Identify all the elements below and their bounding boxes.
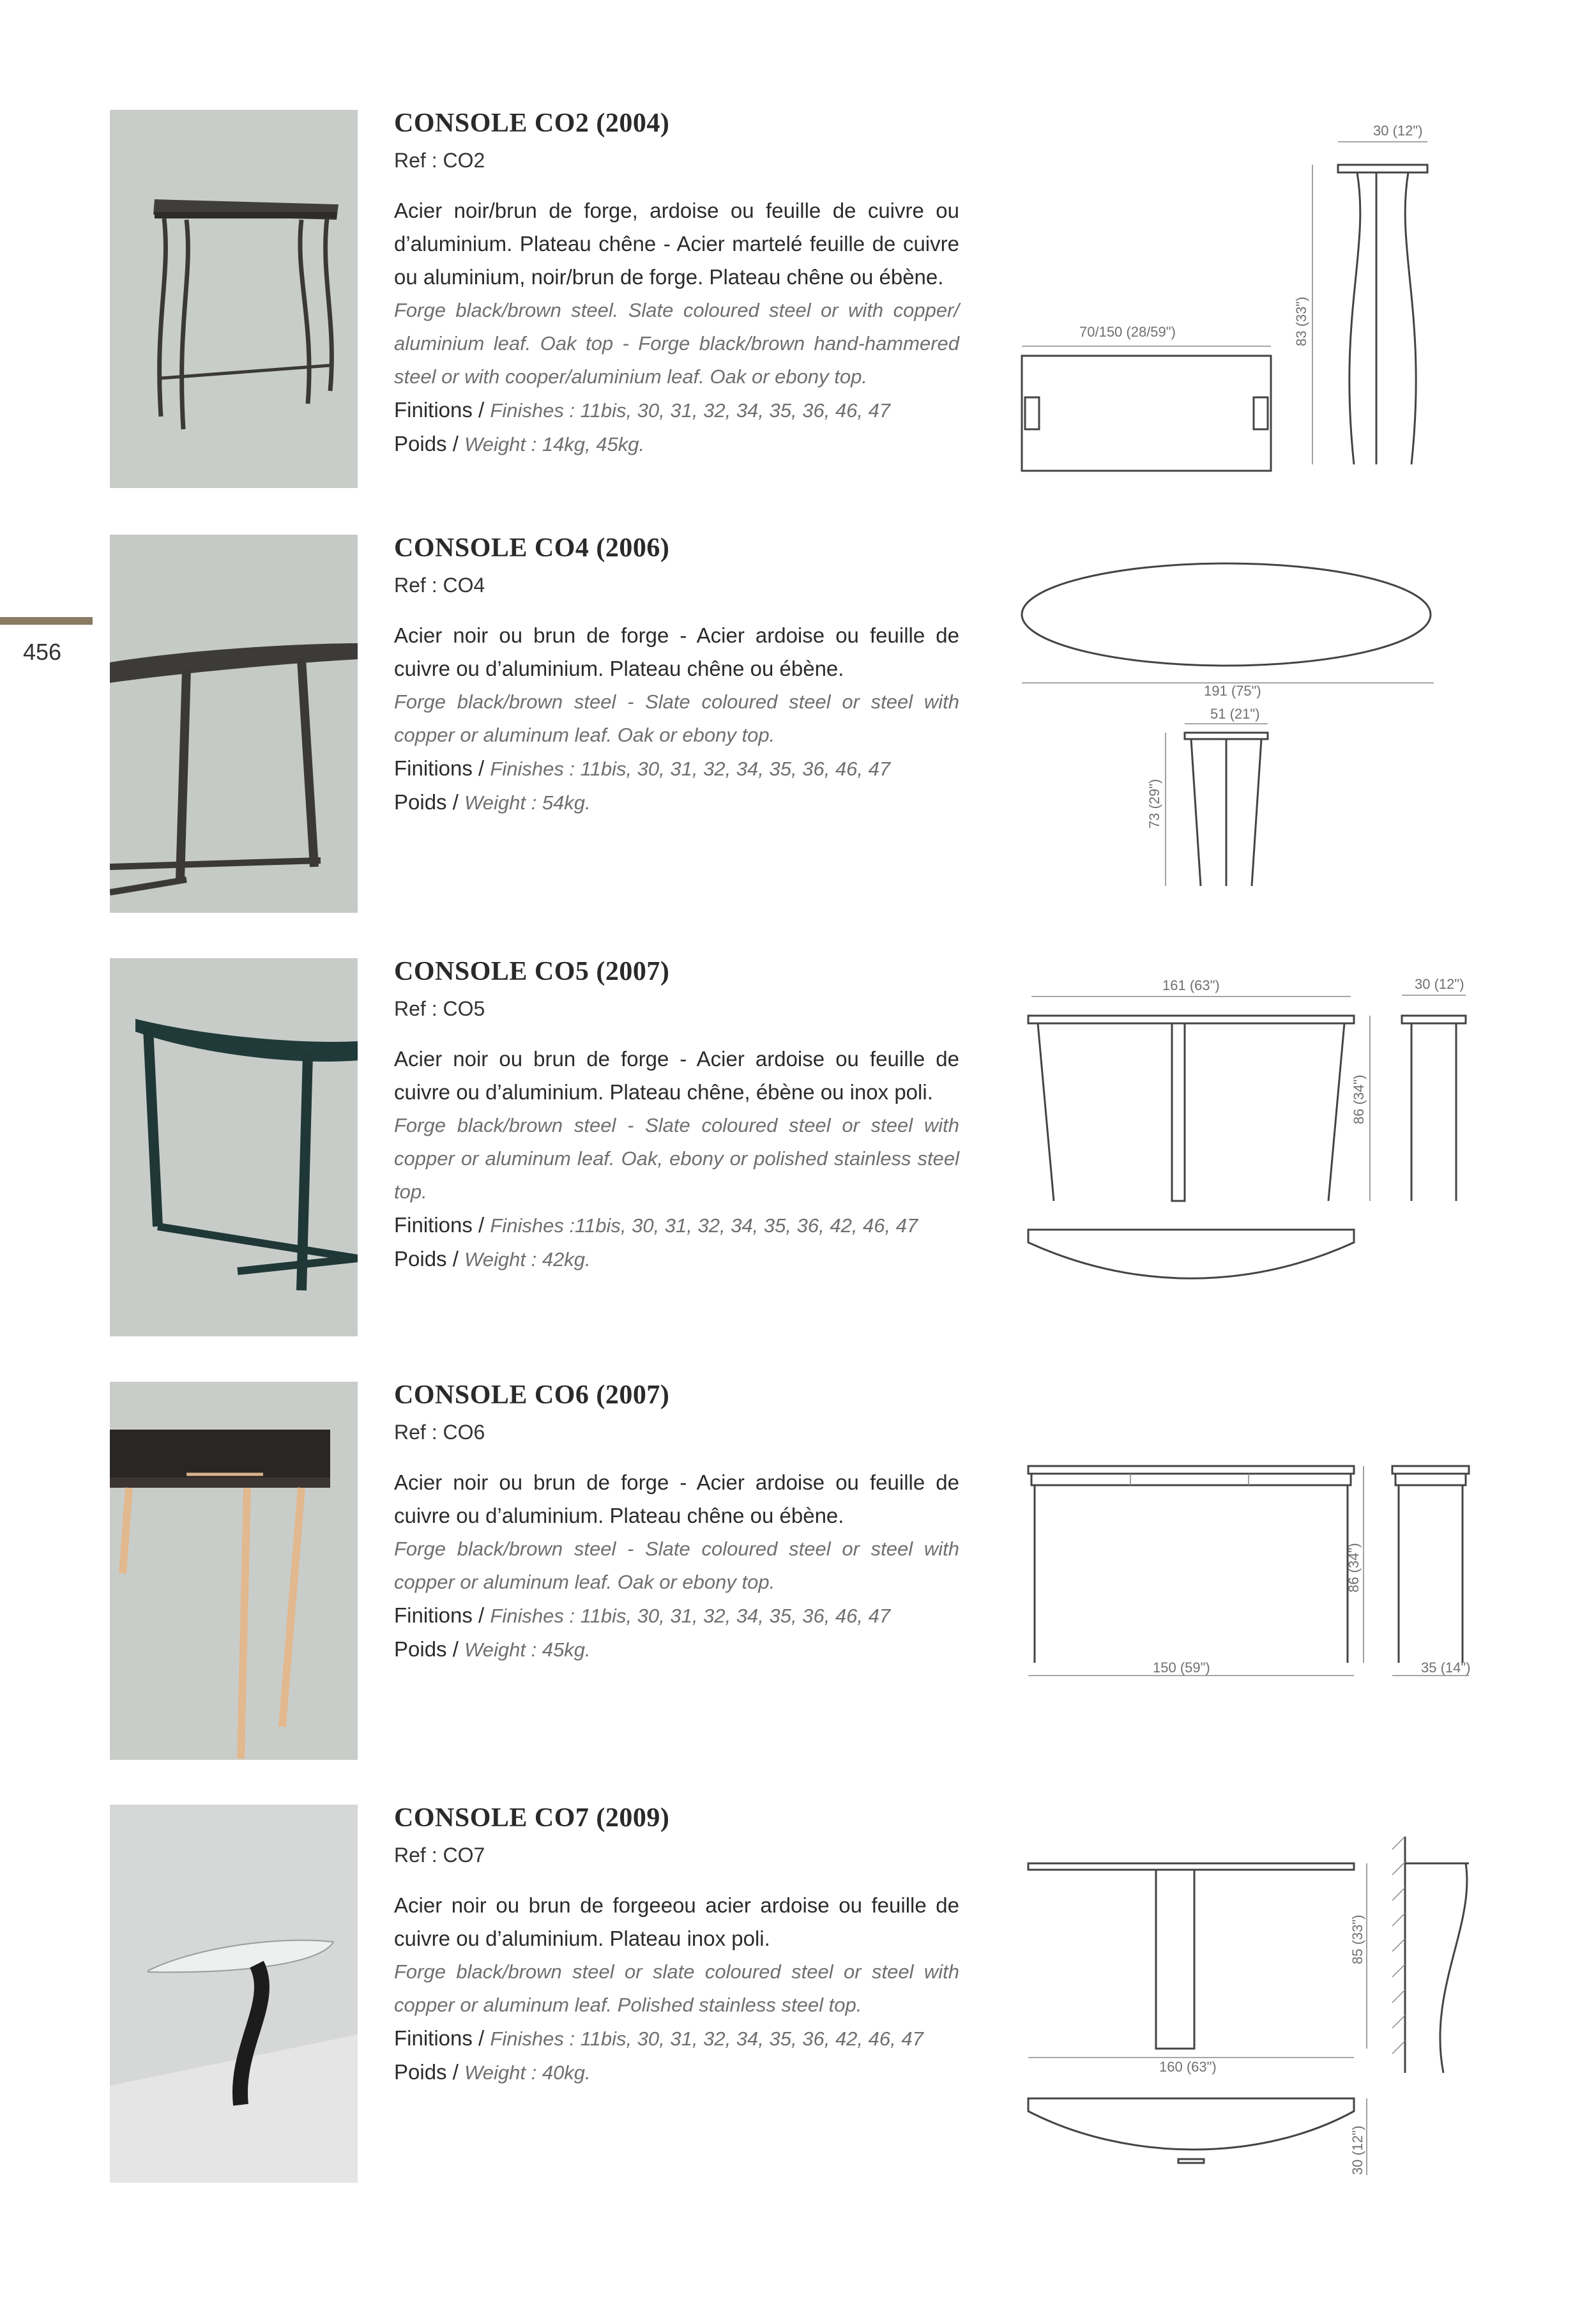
product-info-co5: [394, 953, 959, 1276]
weight-value: Weight : 45kg.: [464, 1638, 591, 1661]
product-info-co2: [394, 105, 959, 461]
dimension-width: 70/150 (28/59"): [1079, 324, 1176, 340]
product-info-co7: [394, 1799, 959, 2089]
product-ref: Ref : CO7: [394, 1844, 485, 1867]
finishes-label: Finitions /: [394, 2026, 490, 2050]
weight-value: Weight : 42kg.: [464, 1248, 591, 1271]
finishes-value: Finishes :11bis, 30, 31, 32, 34, 35, 36, 42, 46, 47: [490, 1214, 918, 1237]
technical-drawing-co2: [980, 110, 1498, 488]
product-ref: Ref : CO6: [394, 1421, 485, 1444]
product-photo-co4: [110, 535, 358, 913]
finishes-label: Finitions /: [394, 398, 490, 422]
finishes-label: Finitions /: [394, 1213, 490, 1237]
dimension-width: 160 (63"): [1159, 2059, 1217, 2075]
weight-line: [394, 427, 959, 461]
dimension-width: 191 (75"): [1204, 683, 1261, 699]
weight-label: Poids /: [394, 1637, 465, 1661]
dimension-width: 161 (63"): [1162, 977, 1220, 993]
weight-label: Poids /: [394, 790, 465, 814]
finishes-line: [394, 752, 959, 786]
finishes-line: [394, 1599, 959, 1633]
weight-value: Weight : 40kg.: [464, 2061, 591, 2084]
product-photo-co2: [110, 110, 358, 488]
product-co6: [0, 1382, 1596, 1760]
product-co7: [0, 1805, 1596, 2183]
dimension-height: 83 (33"): [1293, 296, 1309, 346]
dimension-height: 73 (29"): [1146, 779, 1162, 829]
finishes-value: Finishes : 11bis, 30, 31, 32, 34, 35, 36, 46, 47: [490, 758, 891, 780]
product-info-co6: [394, 1377, 959, 1667]
product-ref: Ref : CO2: [394, 149, 485, 172]
description-fr: Acier noir ou brun de forge - Acier ardoise ou feuille de cuivre ou d’aluminium. Plateau chêne ou ébène.: [394, 623, 959, 680]
finishes-value: Finishes : 11bis, 30, 31, 32, 34, 35, 36, 46, 47: [490, 399, 891, 422]
page-number: 456: [23, 639, 62, 665]
technical-drawing-co7: [980, 1805, 1498, 2183]
dimension-depth: 51 (21"): [1210, 706, 1260, 722]
finishes-line: [394, 1209, 959, 1242]
technical-drawing-co6: [980, 1382, 1498, 1760]
product-photo-co6: [110, 1382, 358, 1760]
finishes-label: Finitions /: [394, 756, 490, 780]
finishes-line: [394, 2022, 959, 2056]
dimension-height: 85 (33"): [1349, 1914, 1365, 1964]
product-title: CONSOLE CO5 (2007): [394, 957, 670, 986]
product-title: CONSOLE CO2 (2004): [394, 109, 670, 138]
weight-label: Poids /: [394, 1247, 465, 1271]
product-title: CONSOLE CO7 (2009): [394, 1803, 670, 1833]
description-en: Forge black/brown steel. Slate coloured steel or with copper/ aluminium leaf. Oak top - Forge black/brown hand-hammered steel or with cooper/aluminium leaf. Oak or ebony top.: [394, 299, 959, 388]
product-title: CONSOLE CO6 (2007): [394, 1380, 670, 1410]
product-co4: [0, 535, 1596, 913]
description-fr: Acier noir/brun de forge, ardoise ou feuille de cuivre ou d’aluminium. Plateau chêne - Acier martelé feuille de cuivre ou aluminium, noir/brun de forge. Plateau chêne ou ébène.: [394, 199, 959, 289]
weight-label: Poids /: [394, 2060, 465, 2084]
finishes-value: Finishes : 11bis, 30, 31, 32, 34, 35, 36, 42, 46, 47: [490, 2028, 923, 2050]
dimension-depth: 35 (14"): [1421, 1660, 1471, 1676]
description-en: Forge black/brown steel or slate coloured steel or steel with copper or aluminum leaf. Polished stainless steel top.: [394, 1960, 959, 2016]
weight-line: [394, 2056, 959, 2089]
product-co2: [0, 110, 1596, 488]
finishes-value: Finishes : 11bis, 30, 31, 32, 34, 35, 36, 46, 47: [490, 1605, 891, 1627]
description-fr: Acier noir ou brun de forgeeou acier ardoise ou feuille de cuivre ou d’aluminium. Plateau inox poli.: [394, 1893, 959, 1950]
product-title: CONSOLE CO4 (2006): [394, 533, 670, 563]
description-fr: Acier noir ou brun de forge - Acier ardoise ou feuille de cuivre ou d’aluminium. Plateau chêne ou ébène.: [394, 1470, 959, 1527]
dimension-height: 86 (34"): [1346, 1543, 1362, 1593]
dimension-height: 86 (34"): [1351, 1074, 1367, 1124]
technical-drawing-co4: [980, 535, 1498, 913]
weight-value: Weight : 14kg, 45kg.: [464, 433, 645, 455]
description-en: Forge black/brown steel - Slate coloured steel or steel with copper or aluminum leaf. Oak, ebony or polished stainless steel top.: [394, 1114, 959, 1203]
product-ref: Ref : CO4: [394, 574, 485, 597]
weight-line: [394, 1633, 959, 1667]
product-info-co4: [394, 530, 959, 820]
product-ref: Ref : CO5: [394, 997, 485, 1020]
description-fr: Acier noir ou brun de forge - Acier ardoise ou feuille de cuivre ou d’aluminium. Plateau chêne, ébène ou inox poli.: [394, 1047, 959, 1104]
technical-drawing-co5: [980, 958, 1498, 1336]
dimension-depth: 30 (12"): [1349, 2125, 1365, 2175]
description-en: Forge black/brown steel - Slate coloured steel or steel with copper or aluminum leaf. Oak or ebony top.: [394, 691, 959, 746]
product-co5: [0, 958, 1596, 1336]
dimension-width: 150 (59"): [1153, 1660, 1210, 1676]
dimension-depth: 30 (12"): [1373, 123, 1423, 139]
weight-label: Poids /: [394, 432, 465, 455]
dimension-depth: 30 (12"): [1415, 976, 1464, 992]
product-photo-co5: [110, 958, 358, 1336]
weight-line: [394, 786, 959, 820]
weight-line: [394, 1242, 959, 1276]
finishes-line: [394, 393, 959, 427]
finishes-label: Finitions /: [394, 1603, 490, 1627]
description-en: Forge black/brown steel - Slate coloured steel or steel with copper or aluminum leaf. Oak or ebony top.: [394, 1538, 959, 1593]
weight-value: Weight : 54kg.: [464, 791, 591, 814]
product-photo-co7: [110, 1805, 358, 2183]
